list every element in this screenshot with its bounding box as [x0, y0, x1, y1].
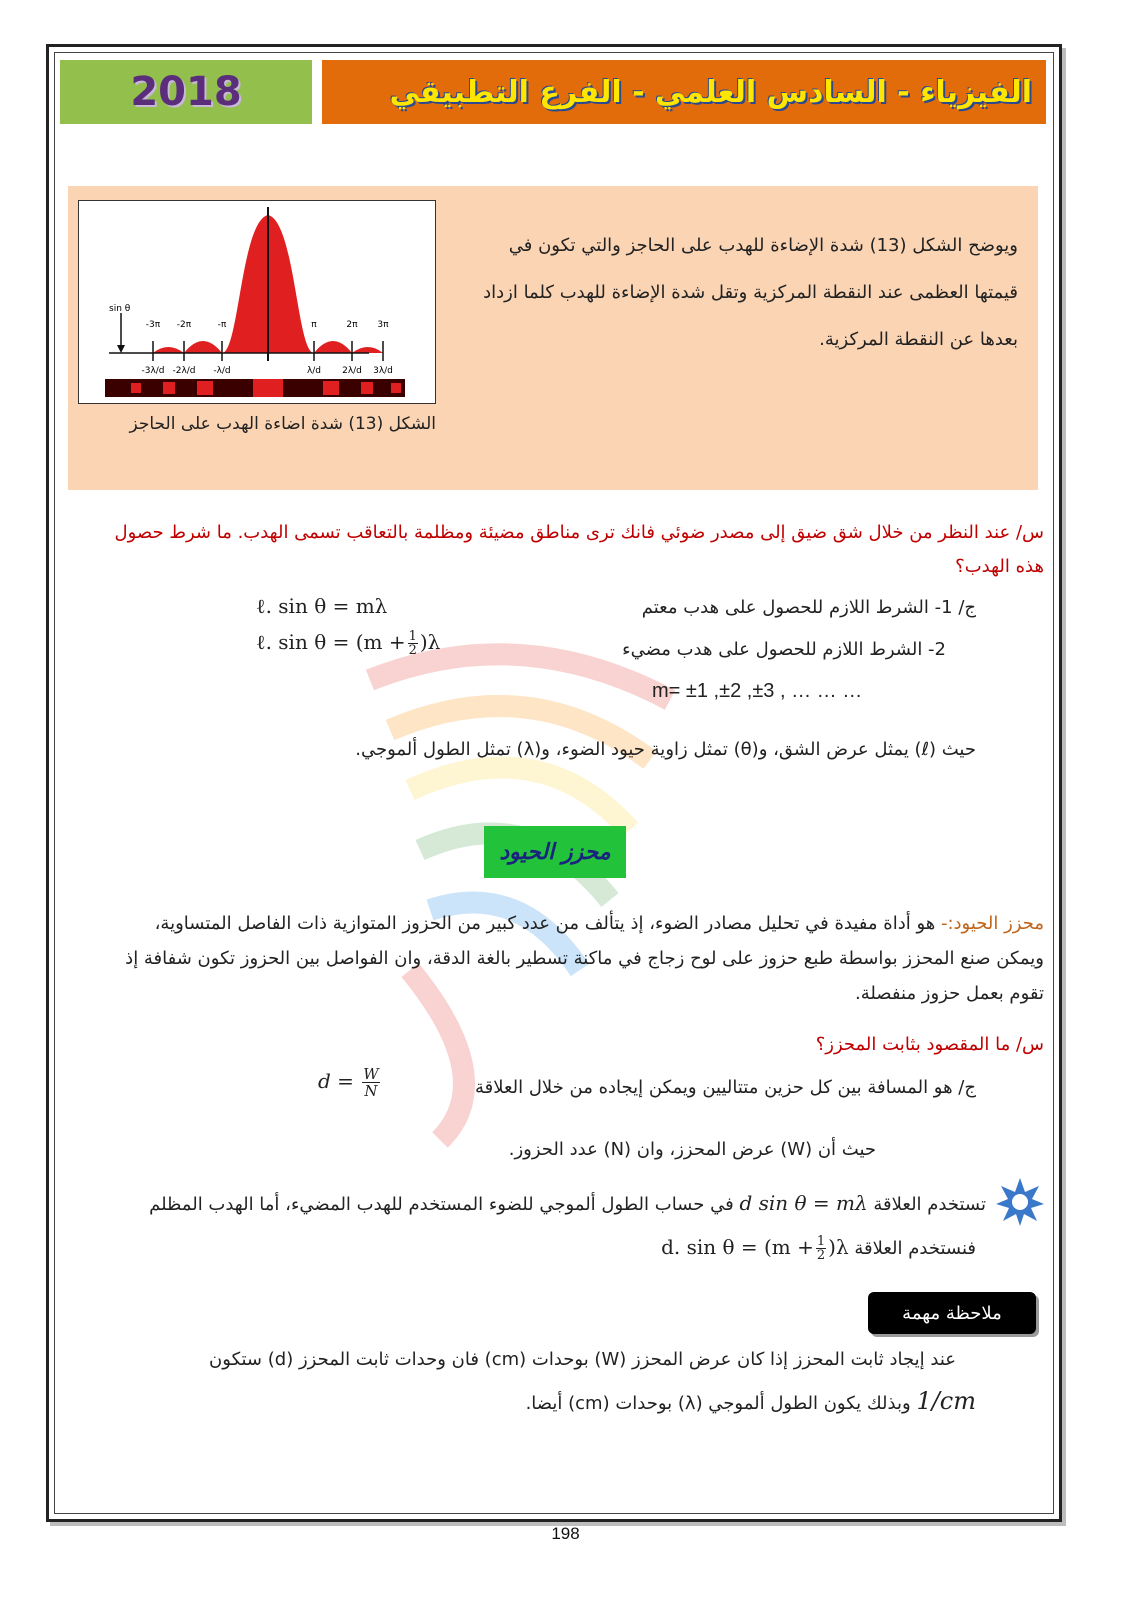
star-bullet-icon	[994, 1176, 1046, 1228]
bottom-tick-label: λ/d	[306, 366, 322, 376]
q2-where-text: حيث أن (W) عرض المحزز، وان (N) عدد الحزوز.	[508, 1139, 876, 1160]
top-tick-label: -π	[217, 320, 227, 330]
usage-line-2	[600, 1230, 976, 1266]
header-year-box	[58, 58, 314, 126]
fraction-numerator: W	[363, 1065, 379, 1083]
header-year: 2018	[130, 69, 242, 115]
answer-2: ج/ هو المسافة بين كل حزين متتاليين ويمكن إيجاده من خلال العلاقة	[474, 1077, 976, 1098]
intro-paragraph: ويوضح الشكل (13) شدة الإضاءة للهدب على الحاجز والتي تكون في قيمتها العظمى عند النقطة المركزية وتقل شدة الإضاءة للهدب كلما ازداد بعدها عن النقطة المركزية.	[483, 235, 1018, 350]
side-lobe-left-2	[153, 347, 184, 353]
fraction-denominator: N	[364, 1082, 378, 1100]
bottom-tick-label: -2λ/d	[172, 366, 196, 376]
top-tick-label: 2π	[346, 320, 358, 330]
top-tick-label: -3π	[145, 320, 161, 330]
grating-definition	[110, 906, 1044, 1011]
header-title-box	[320, 58, 1048, 126]
usage-formula-1: d sin θ = mλ	[739, 1191, 868, 1215]
bottom-tick-label: -3λ/d	[141, 366, 165, 376]
usage-line1-a: تستخدم العلاقة	[873, 1194, 986, 1215]
usage-line1-b: في حساب الطول ألموجي للضوء المستخدم للهدب المضيء، أما الهدب المظلم	[149, 1194, 734, 1215]
header-title: الفيزياء - السادس العلمي - الفرع التطبيقي	[389, 74, 1032, 110]
intensity-pattern-graphic	[79, 201, 434, 402]
fraction-denominator: 2	[408, 643, 417, 658]
top-tick-label: 3π	[377, 320, 389, 330]
fraction-numerator: 1	[816, 1234, 826, 1249]
m-values: m= ±1 ,±2 ,±3 , … … …	[652, 680, 863, 702]
usage-formula-2	[661, 1234, 849, 1263]
bottom-tick-label: -λ/d	[213, 366, 231, 376]
bottom-tick-label: 3λ/d	[373, 366, 393, 376]
fraction-numerator: 1	[408, 629, 417, 644]
answer-dark-fringe: ج/ 1- الشرط اللازم للحصول على هدب معتم	[641, 597, 976, 618]
formula-lhs: d =	[318, 1069, 354, 1093]
grating-constant-formula	[318, 1066, 382, 1099]
diffraction-figure	[78, 200, 436, 404]
important-note-label: ملاحظة مهمة	[868, 1292, 1036, 1334]
usage-formula-2-prefix: d. sin θ = (m +	[661, 1235, 814, 1259]
usage-line-1	[76, 1186, 986, 1222]
answer-bright-fringe: 2- الشرط اللازم للحصول على هدب مضيء	[622, 639, 946, 660]
grating-term: محزز الحيود:-	[940, 913, 1044, 934]
usage-line2-a: فنستخدم العلاقة	[854, 1238, 976, 1259]
page-number: 198	[551, 1524, 580, 1543]
question-1: س/ عند النظر من خلال شق ضيق إلى مصدر ضوئي فانك ترى مناطق مضيئة ومظلمة بالتعاقب تسمى الهدب. ما شرط حصول هذه الهدب؟	[114, 522, 1044, 577]
y-axis-label: sin θ	[109, 304, 131, 314]
q1-where-text: حيث (ℓ) يمثل عرض الشق، و(θ) تمثل زاوية حيود الضوء، و(λ) تمثل الطول ألموجي.	[355, 739, 976, 760]
note-line-1: عند إيجاد ثابت المحزز إذا كان عرض المحزز (W) بوحدات (cm) فان وحدات ثابت المحزز (d) ستكون	[209, 1349, 956, 1370]
note-line-2-text: وبذلك يكون الطول ألموجي (λ) بوحدات (cm) أيضا.	[525, 1393, 911, 1414]
figure-caption: الشكل (13) شدة اضاءة الهدب على الحاجز	[129, 414, 436, 434]
side-lobe-right-1	[314, 341, 352, 353]
grating-definition-text: هو أداة مفيدة في تحليل مصادر الضوء، إذ يتألف من عدد كبير من الحزوز المتوازية ذات الفاصل المتساوية، ويمكن صنع المحزز بواسطة طبع حزوز على لوح زجاج في ماكنة تسطير بالغة الدقة، وان الفواصل بين الحزوز تكون شفافة إذ تقوم بعمل حزوز منفصلة.	[125, 913, 1044, 1004]
side-lobe-left-1	[184, 341, 222, 353]
formula-bright-suffix: )λ	[419, 630, 441, 654]
fraction-half	[408, 630, 418, 657]
question-2: س/ ما المقصود بثابت المحزز؟	[815, 1034, 1044, 1055]
top-tick-label: π	[311, 320, 317, 330]
formula-bright-prefix: ℓ. sin θ = (m +	[256, 630, 406, 654]
section-title-banner	[484, 826, 626, 878]
section-title: محزز الحيود	[499, 839, 611, 865]
usage-formula-2-suffix: )λ	[828, 1235, 849, 1259]
formula-bright-fringe	[256, 630, 440, 657]
fraction-w-over-n	[362, 1066, 379, 1099]
fraction-half	[816, 1235, 826, 1262]
top-tick-label: -2π	[176, 320, 192, 330]
note-line-2	[440, 1384, 976, 1421]
formula-dark-fringe: ℓ. sin θ = mλ	[256, 594, 388, 618]
bottom-tick-label: 2λ/d	[342, 366, 362, 376]
side-lobe-right-2	[352, 347, 383, 353]
unit-per-cm: 1/cm	[916, 1387, 976, 1415]
fraction-denominator: 2	[816, 1248, 826, 1263]
